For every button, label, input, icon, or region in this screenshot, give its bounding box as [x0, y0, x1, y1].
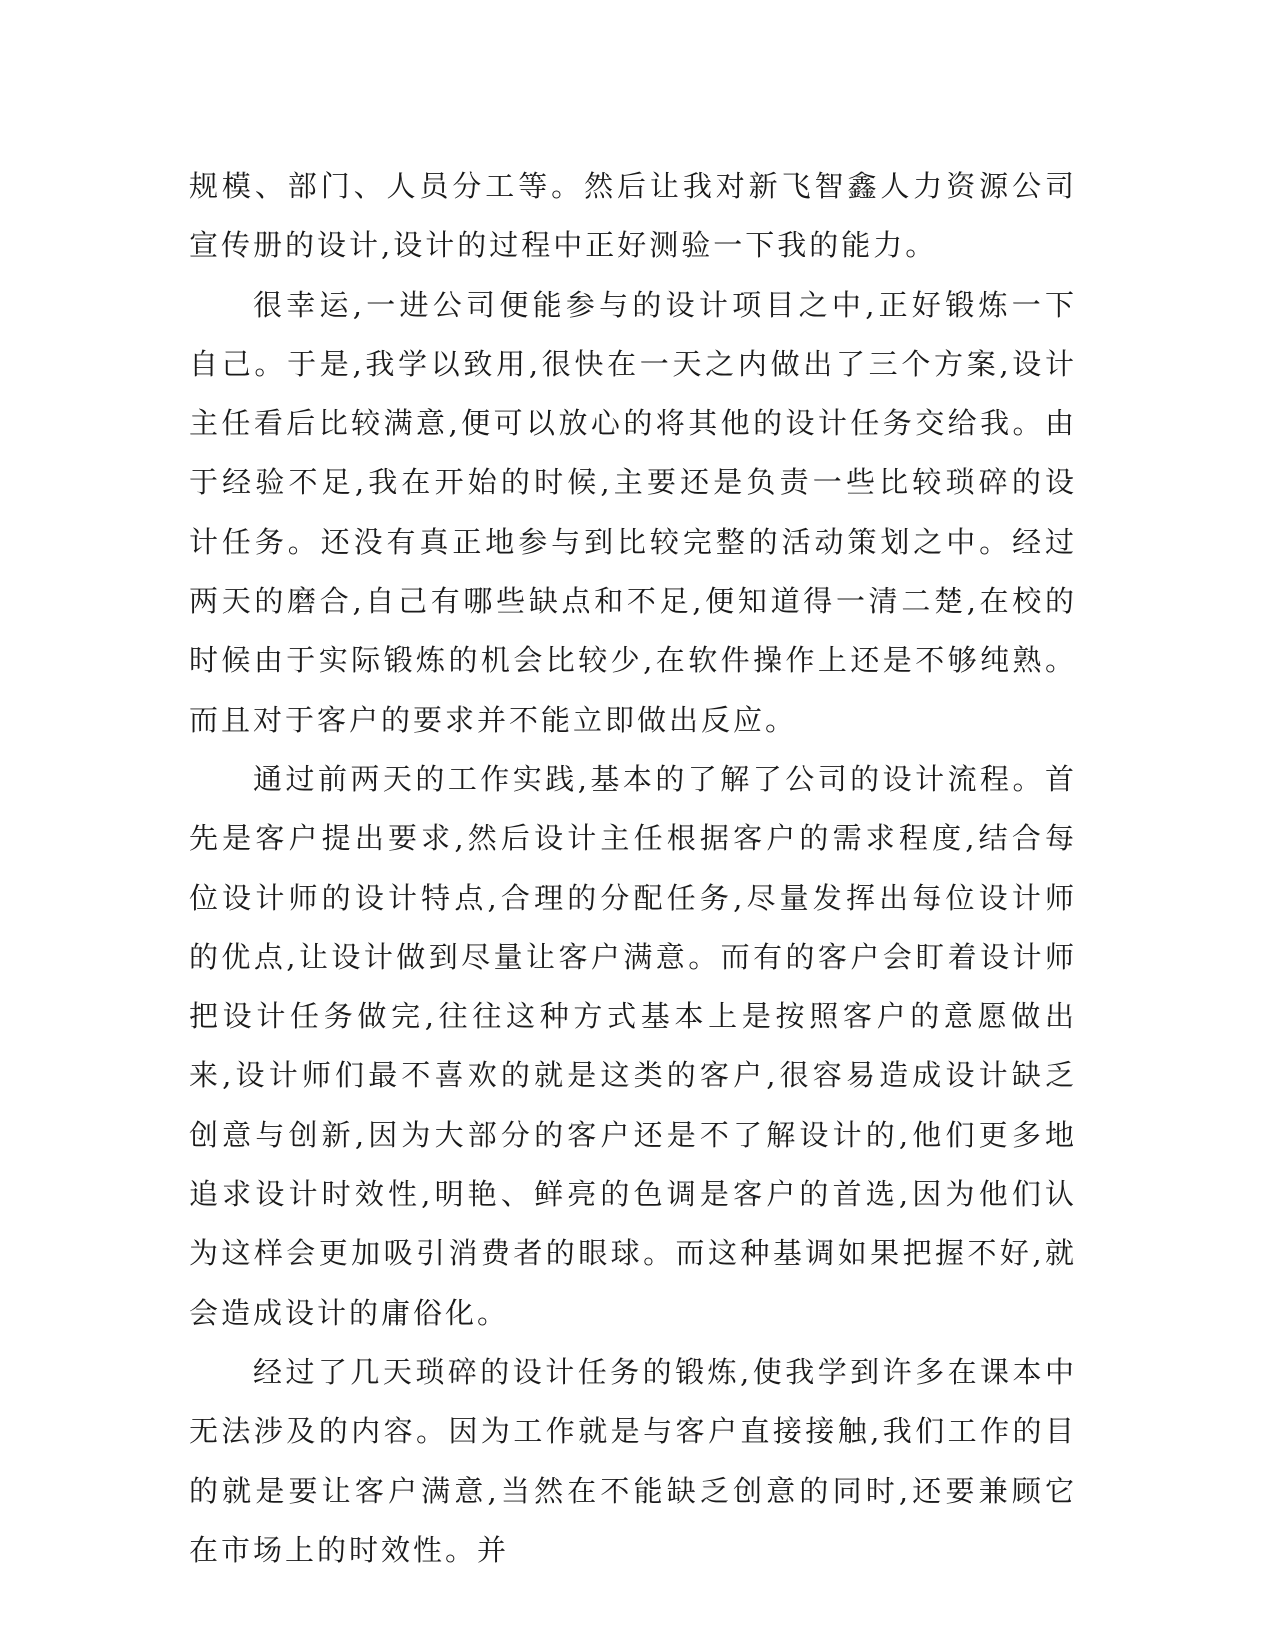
- paragraph: 通过前两天的工作实践,基本的了解了公司的设计流程。首先是客户提出要求,然后设计主任根据客户的需求程度,结合每位设计师的设计特点,合理的分配任务,尽量发挥出每位设计师的优点,让设计做到尽量让客户满意。而有的客户会盯着设计师把设计任务做完,往往这种方式基本上是按照客户的意愿做出来,设计师们最不喜欢的就是这类的客户,很容易造成设计缺乏创意与创新,因为大部分的客户还是不了解设计的,他们更多地追求设计时效性,明艳、鲜亮的色调是客户的首选,因为他们认为这样会更加吸引消费者的眼球。而这种基调如果把握不好,就会造成设计的庸俗化。: [189, 761, 1077, 1330]
- paragraph-continuation: 规模、部门、人员分工等。然后让我对新飞智鑫人力资源公司宣传册的设计,设计的过程中正好测验一下我的能力。: [189, 169, 1077, 263]
- paragraph: 经过了几天琐碎的设计任务的锻炼,使我学到许多在课本中无法涉及的内容。因为工作就是与客户直接接触,我们工作的目的就是要让客户满意,当然在不能缺乏创意的同时,还要兼顾它在市场上的时效性。并: [189, 1354, 1077, 1567]
- body-text: [189, 157, 1077, 1580]
- paragraph: 很幸运,一进公司便能参与的设计项目之中,正好锻炼一下自己。于是,我学以致用,很快在一天之内做出了三个方案,设计主任看后比较满意,便可以放心的将其他的设计任务交给我。由于经验不足,我在开始的时候,主要还是负责一些比较琐碎的设计任务。还没有真正地参与到比较完整的活动策划之中。经过两天的磨合,自己有哪些缺点和不足,便知道得一清二楚,在校的时候由于实际锻炼的机会比较少,在软件操作上还是不够纯熟。而且对于客户的要求并不能立即做出反应。: [189, 287, 1077, 737]
